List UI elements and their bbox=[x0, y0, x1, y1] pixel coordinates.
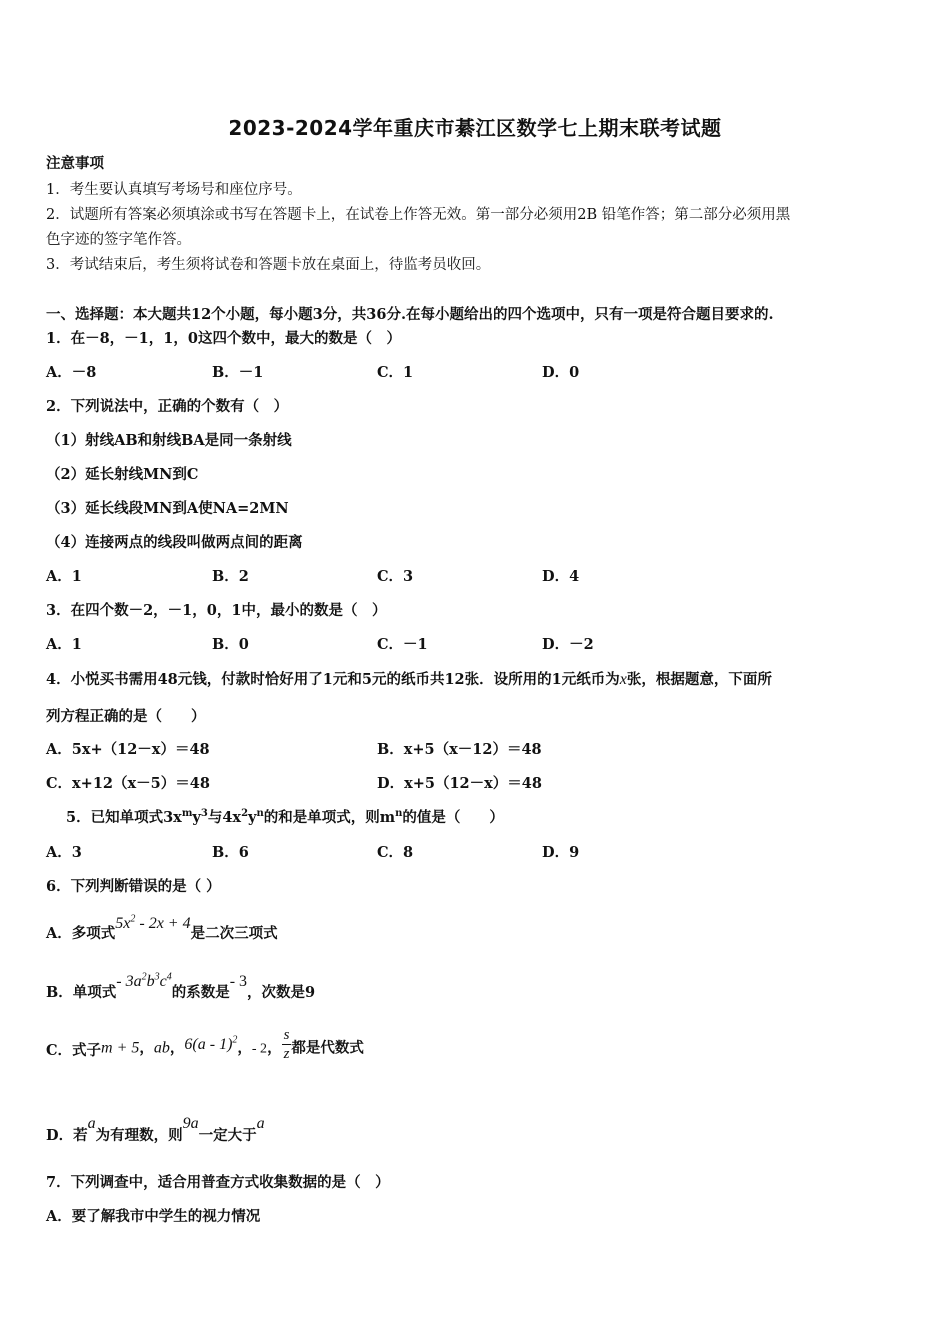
q6-b-sup1: 2 bbox=[141, 971, 147, 983]
q6-b-c: c bbox=[159, 973, 167, 990]
q1-option-b: B．－1 bbox=[212, 364, 264, 381]
notice-heading: 注意事项 bbox=[46, 155, 104, 172]
notice-item-2-cont: 色字迹的签字笔作答。 bbox=[46, 232, 191, 248]
q6-option-d bbox=[46, 1112, 265, 1144]
notice-item-3: 3．考试结束后，考生须将试卷和答题卡放在桌面上，待监考员收回。 bbox=[46, 257, 491, 273]
q6-a-post: 是二次三项式 bbox=[190, 925, 278, 942]
q6-c-numerator: s bbox=[283, 1027, 290, 1043]
q6-b-expression bbox=[116, 973, 171, 990]
notice-item-2: 2．试题所有答案必须填涂或书写在答题卡上，在试卷上作答无效。第一部分必须用2B 铅笔作答；第二部分必须用黑 bbox=[46, 207, 791, 223]
q6-a-expr-2: - 2x + 4 bbox=[135, 915, 191, 932]
q6-a-expr-1: 5x bbox=[115, 915, 131, 932]
q6-b-post: ，次数是9 bbox=[247, 984, 316, 1001]
q5-y1: y bbox=[192, 809, 201, 826]
q5-stem-pre: 5．已知单项式3x bbox=[66, 809, 182, 826]
q6-c-post: 都是代数式 bbox=[291, 1039, 364, 1057]
q2-option-a: A．1 bbox=[46, 568, 82, 585]
q4-option-a: A．5x+（12－x）＝48 bbox=[46, 741, 210, 758]
q5-option-a: A．3 bbox=[46, 844, 82, 861]
notice-item-1: 1．考生要认真填写考场号和座位序号。 bbox=[46, 182, 302, 198]
q2-stem: 2．下列说法中，正确的个数有（ ） bbox=[46, 398, 289, 415]
q5-term2: 与4x bbox=[207, 809, 242, 826]
q5-option-b: B．6 bbox=[212, 844, 249, 861]
q6-c-expr-2: ab bbox=[153, 1039, 170, 1057]
q6-d-mid2: 一定大于 bbox=[198, 1127, 257, 1144]
q6-c-sep-4: ， bbox=[267, 1039, 282, 1057]
q4-option-d: D．x+5（12－x）＝48 bbox=[377, 775, 542, 792]
q6-c-sep-1: ， bbox=[139, 1039, 154, 1057]
q6-c-expr-1: m + 5 bbox=[101, 1039, 140, 1057]
q4-stem bbox=[46, 668, 772, 689]
q5-stem-post: 的值是（ ） bbox=[402, 809, 504, 826]
q4-option-c: C．x+12（x－5）＝48 bbox=[46, 775, 210, 792]
q6-option-b bbox=[46, 968, 316, 1001]
q2-option-b: B．2 bbox=[212, 568, 249, 585]
q2-option-d: D．4 bbox=[542, 568, 580, 585]
q5-exp-n2: n bbox=[395, 808, 403, 820]
q6-stem: 6．下列判断错误的是（ ） bbox=[46, 878, 221, 895]
q6-a-expression bbox=[115, 915, 190, 932]
q5-option-d: D．9 bbox=[542, 844, 580, 861]
q2-statement-3: （3）延长线段MN到A使NA=2MN bbox=[46, 500, 289, 517]
q3-option-b: B．0 bbox=[212, 636, 249, 653]
q6-a-label: A．多项式 bbox=[46, 925, 116, 942]
q2-statement-1: （1）射线AB和射线BA是同一条射线 bbox=[46, 432, 292, 449]
q6-b-label: B．单项式 bbox=[46, 984, 117, 1001]
q6-c-expr-3-base: 6(a - 1) bbox=[184, 1035, 233, 1053]
q6-option-c bbox=[46, 1027, 364, 1067]
q6-c-denominator: z bbox=[283, 1046, 290, 1062]
q6-a-expr-sup: 2 bbox=[130, 913, 136, 925]
q6-b-mid: 的系数是 bbox=[171, 984, 230, 1001]
q3-option-d: D．－2 bbox=[542, 636, 594, 653]
q6-c-expr-3 bbox=[184, 1036, 237, 1053]
q5-mid: 的和是单项式，则m bbox=[263, 809, 396, 826]
q4-stem-part2: 张，根据题意，下面所 bbox=[626, 671, 772, 688]
q5-exp-m: m bbox=[181, 808, 193, 820]
q6-c-expr-3-sup: 2 bbox=[232, 1034, 238, 1046]
page-title: 2023-2024学年重庆市綦江区数学七上期末联考试题 bbox=[228, 116, 722, 140]
section-heading: 一、选择题：本大题共12个小题，每小题3分，共36分.在每小题给出的四个选项中，只有一项是符合题目要求的. bbox=[46, 306, 774, 323]
q3-option-c: C．－1 bbox=[377, 636, 428, 653]
q6-b-sup2: 3 bbox=[154, 971, 160, 983]
q1-stem: 1．在－8，－1，1，0这四个数中，最大的数是（ ） bbox=[46, 330, 401, 347]
q6-d-mid: 为有理数，则 bbox=[95, 1127, 183, 1144]
q3-option-a: A．1 bbox=[46, 636, 82, 653]
q5-stem bbox=[66, 806, 504, 827]
q5-y2: y bbox=[248, 809, 257, 826]
q4-option-b: B．x+5（x－12）＝48 bbox=[377, 741, 542, 758]
q2-option-c: C．3 bbox=[377, 568, 414, 585]
q7-stem: 7．下列调查中，适合用普查方式收集数据的是（ ） bbox=[46, 1174, 390, 1191]
q5-option-c: C．8 bbox=[377, 844, 414, 861]
q6-c-sep-2: ， bbox=[169, 1039, 185, 1057]
q6-b-coef: - 3 bbox=[229, 973, 248, 990]
q4-variable: x bbox=[619, 671, 627, 688]
q4-stem-part1: 4．小悦买书需用48元钱，付款时恰好用了1元和5元的纸币共12张．设所用的1元纸币为 bbox=[46, 671, 620, 688]
q6-d-label: D．若 bbox=[46, 1127, 88, 1144]
q6-c-label: C．式子 bbox=[46, 1041, 102, 1059]
q3-stem: 3．在四个数－2，－1，0，1中，最小的数是（ ） bbox=[46, 602, 387, 619]
q6-c-expr-4: - 2 bbox=[251, 1041, 268, 1057]
q6-c-sep-3: ， bbox=[237, 1039, 252, 1057]
q6-option-a bbox=[46, 910, 278, 942]
q6-b-b: b bbox=[146, 973, 155, 990]
q7-option-a: A．要了解我市中学生的视力情况 bbox=[46, 1208, 261, 1225]
q2-statement-4: （4）连接两点的线段叫做两点间的距离 bbox=[46, 534, 303, 551]
q5-exp-3: 3 bbox=[200, 808, 208, 820]
q6-d-a: a bbox=[87, 1115, 96, 1132]
q6-d-a2: a bbox=[256, 1115, 265, 1132]
q6-c-fraction bbox=[282, 1026, 292, 1063]
q4-stem-cont: 列方程正确的是（ ） bbox=[46, 708, 206, 725]
q5-exp-2: 2 bbox=[241, 808, 249, 820]
q5-exp-n: n bbox=[256, 808, 264, 820]
q2-statement-2: （2）延长射线MN到C bbox=[46, 466, 199, 483]
q6-d-9a: 9a bbox=[182, 1115, 199, 1132]
q1-option-d: D．0 bbox=[542, 364, 580, 381]
q1-option-c: C．1 bbox=[377, 364, 414, 381]
q1-option-a: A．－8 bbox=[46, 364, 97, 381]
q6-b-sup3: 4 bbox=[166, 971, 172, 983]
q6-b-expr: - 3a bbox=[116, 973, 142, 990]
